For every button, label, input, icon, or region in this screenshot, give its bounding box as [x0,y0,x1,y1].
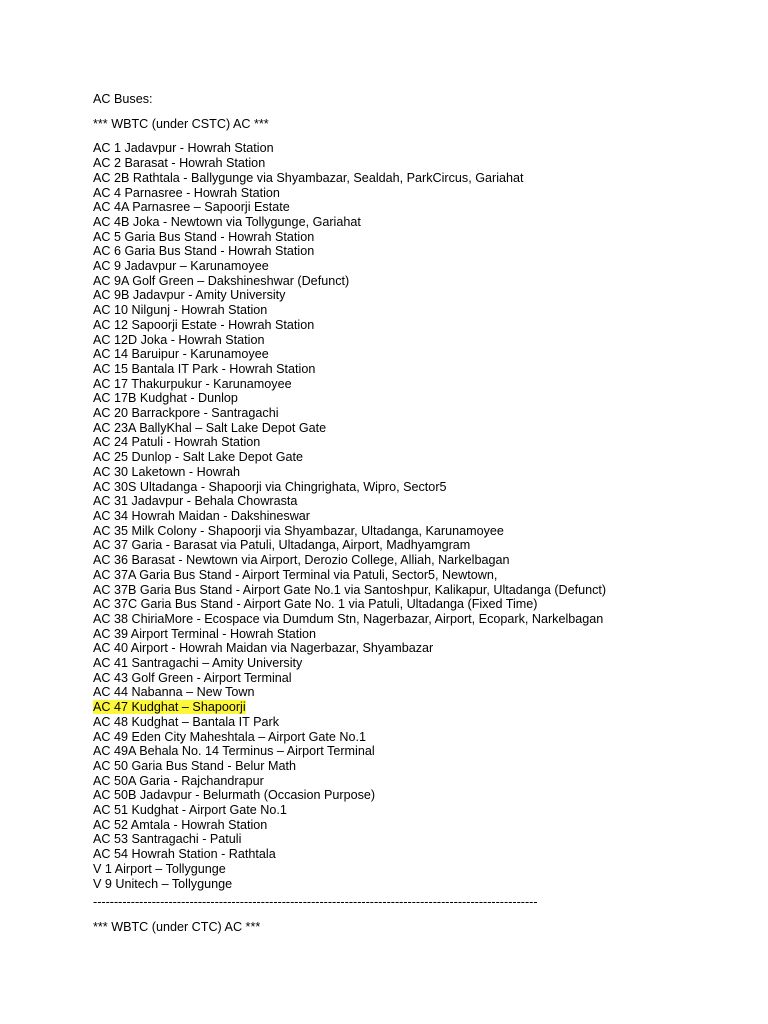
route-text: AC 40 Airport - Howrah Maidan via Nagerbazar, Shyambazar [93,641,434,656]
document-title: AC Buses: [93,92,153,106]
route-item [93,406,753,421]
route-item [93,627,753,642]
route-text: AC 50 Garia Bus Stand - Belur Math [93,758,296,773]
route-text: AC 37A Garia Bus Stand - Airport Terminal via Patuli, Sector5, Newtown, [93,567,498,582]
section-header-cstc: *** WBTC (under CSTC) AC *** [93,116,269,131]
route-text: AC 37C Garia Bus Stand - Airport Gate No. 1 via Patuli, Ultadanga (Fixed Time) [93,597,538,612]
route-item [93,509,753,524]
route-text: AC 43 Golf Green - Airport Terminal [93,670,292,685]
route-item [93,818,753,833]
route-text: AC 9A Golf Green – Dakshineshwar (Defunct) [93,273,350,288]
route-item [93,744,753,759]
route-text: AC 9 Jadavpur – Karunamoyee [93,259,269,274]
route-item [93,215,753,230]
route-text: AC 50B Jadavpur - Belurmath (Occasion Purpose) [93,788,376,803]
route-item [93,230,753,245]
route-item [93,450,753,465]
route-text: AC 30S Ultadanga - Shapoorji via Chingrighata, Wipro, Sector5 [93,479,447,494]
route-item [93,244,753,259]
route-text: AC 31 Jadavpur - Behala Chowrasta [93,494,298,509]
route-item [93,877,753,892]
route-text: AC 37 Garia - Barasat via Patuli, Ultadanga, Airport, Madhyamgram [93,538,471,553]
route-item [93,612,753,627]
route-item [93,186,753,201]
route-item [93,715,753,730]
route-item [93,685,753,700]
route-text: AC 34 Howrah Maidan - Dakshineswar [93,508,310,523]
route-item [93,832,753,847]
route-item [93,788,753,803]
route-item [93,862,753,877]
route-text: AC 12D Joka - Howrah Station [93,332,265,347]
route-text: AC 4A Parnasree – Sapoorji Estate [93,200,290,215]
route-text: AC 50A Garia - Rajchandrapur [93,773,264,788]
route-text: AC 24 Patuli - Howrah Station [93,435,261,450]
route-item [93,568,753,583]
route-item [93,480,753,495]
route-text: AC 2 Barasat - Howrah Station [93,156,266,171]
route-item [93,362,753,377]
route-text: AC 38 ChiriaMore - Ecospace via Dumdum Stn, Nagerbazar, Airport, Ecopark, Narkelbagan [93,611,604,626]
route-item [93,730,753,745]
route-item [93,303,753,318]
route-text: AC 48 Kudghat – Bantala IT Park [93,714,279,729]
route-item [93,333,753,348]
route-item [93,377,753,392]
route-item [93,421,753,436]
route-item [93,524,753,539]
route-text: V 1 Airport – Tollygunge [93,861,226,876]
spacer [93,107,753,117]
route-item [93,671,753,686]
route-item [93,700,753,715]
route-item [93,803,753,818]
route-item [93,274,753,289]
route-text: AC 14 Baruipur - Karunamoyee [93,347,269,362]
route-item [93,465,753,480]
route-text: V 9 Unitech – Tollygunge [93,876,233,891]
route-text: AC 41 Santragachi – Amity University [93,656,303,671]
route-text: AC 49A Behala No. 14 Terminus – Airport Terminal [93,744,375,759]
route-text: AC 30 Laketown - Howrah [93,464,240,479]
route-item [93,391,753,406]
route-text: AC 35 Milk Colony - Shapoorji via Shyambazar, Ultadanga, Karunamoyee [93,523,504,538]
route-text: AC 25 Dunlop - Salt Lake Depot Gate [93,450,304,465]
route-item [93,347,753,362]
route-text-highlighted: AC 47 Kudghat – Shapoorji [93,700,246,715]
route-text: AC 36 Barasat - Newtown via Airport, Derozio College, Alliah, Narkelbagan [93,553,510,568]
document-body [93,92,753,935]
section-header-ctc: *** WBTC (under CTC) AC *** [93,919,261,934]
route-text: AC 37B Garia Bus Stand - Airport Gate No.1 via Santoshpur, Kalikapur, Ultadanga (Defunct) [93,582,607,597]
route-text: AC 44 Nabanna – New Town [93,685,255,700]
route-item [93,141,753,156]
route-text: AC 6 Garia Bus Stand - Howrah Station [93,244,315,259]
route-text: AC 54 Howrah Station - Rathtala [93,847,276,862]
route-item [93,583,753,598]
route-item [93,774,753,789]
route-item [93,156,753,171]
route-item [93,318,753,333]
route-text: AC 49 Eden City Maheshtala – Airport Gate No.1 [93,729,367,744]
spacer [93,910,753,920]
route-text: AC 1 Jadavpur - Howrah Station [93,141,274,156]
route-list [93,141,753,891]
route-text: AC 4 Parnasree - Howrah Station [93,185,280,200]
route-text: AC 15 Bantala IT Park - Howrah Station [93,361,316,376]
route-item [93,200,753,215]
route-item [93,847,753,862]
route-text: AC 5 Garia Bus Stand - Howrah Station [93,229,315,244]
route-text: AC 9B Jadavpur - Amity University [93,288,286,303]
route-text: AC 4B Joka - Newtown via Tollygunge, Gariahat [93,214,361,229]
route-item [93,259,753,274]
spacer [93,131,753,141]
route-item [93,288,753,303]
route-text: AC 10 Nilgunj - Howrah Station [93,303,268,318]
route-item [93,538,753,553]
route-text: AC 39 Airport Terminal - Howrah Station [93,626,317,641]
route-item [93,597,753,612]
route-text: AC 51 Kudghat - Airport Gate No.1 [93,803,287,818]
route-text: AC 17 Thakurpukur - Karunamoyee [93,376,292,391]
route-item [93,435,753,450]
route-item [93,553,753,568]
route-text: AC 23A BallyKhal – Salt Lake Depot Gate [93,420,327,435]
route-text: AC 20 Barrackpore - Santragachi [93,406,279,421]
route-item [93,759,753,774]
route-item [93,171,753,186]
route-item [93,656,753,671]
route-item [93,494,753,509]
route-text: AC 53 Santragachi - Patuli [93,832,242,847]
route-item [93,641,753,656]
route-text: AC 52 Amtala - Howrah Station [93,817,268,832]
route-text: AC 2B Rathtala - Ballygunge via Shyambazar, Sealdah, ParkCircus, Gariahat [93,170,524,185]
route-text: AC 17B Kudghat - Dunlop [93,391,238,406]
route-text: AC 12 Sapoorji Estate - Howrah Station [93,317,315,332]
separator-line: ---------------------------------------------------------------------------------------------------------- [93,895,538,910]
